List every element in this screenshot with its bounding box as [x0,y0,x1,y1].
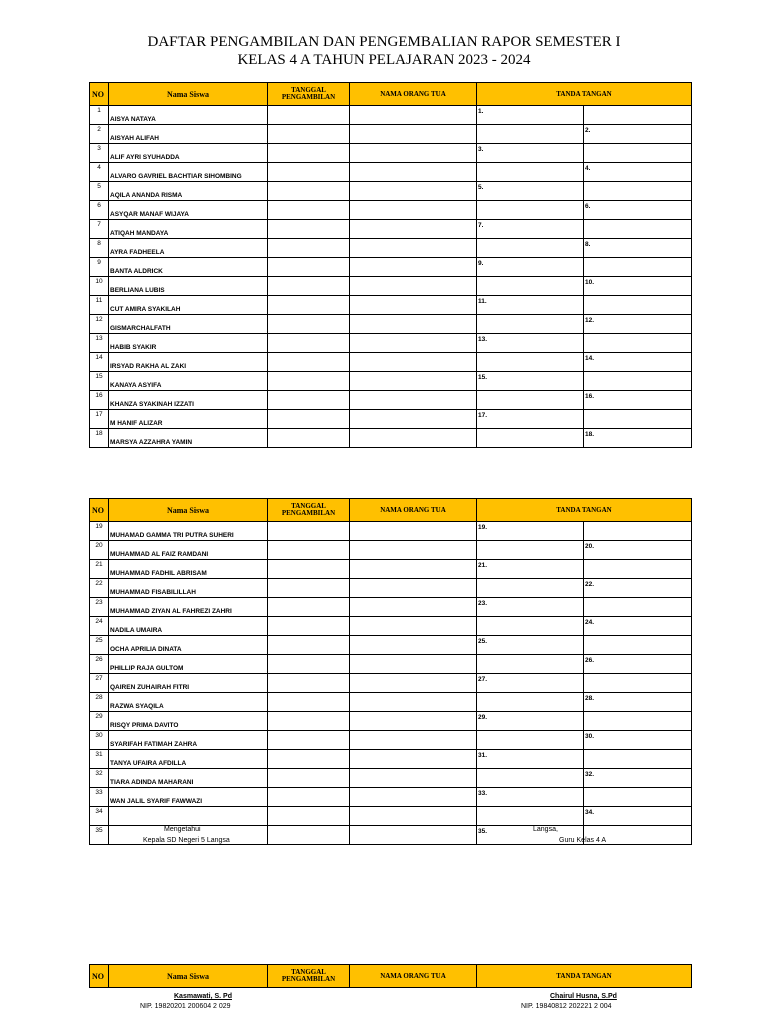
row-number: 4 [90,163,109,182]
table-row [90,106,692,125]
student-name: CUT AMIRA SYAKILAH [109,296,268,315]
signature-right-cell [584,522,692,541]
row-number: 7 [90,220,109,239]
student-name: ASYQAR MANAF WIJAYA [109,201,268,220]
student-name: BANTA ALDRICK [109,258,268,277]
parent-name-cell [350,125,477,144]
signature-left-cell [477,429,584,448]
pickup-date-cell [268,769,350,788]
table-row [90,655,692,674]
signature-right-cell: 18. [584,429,692,448]
row-number: 25 [90,636,109,655]
signature-right-title: Guru Kelas 4 A [559,837,607,844]
header-tanggal-pengambilan: TANGGAL PENGAMBILAN [268,499,350,522]
row-number: 28 [90,693,109,712]
row-number: 10 [90,277,109,296]
parent-name-cell [350,106,477,125]
parent-name-cell [350,410,477,429]
table-row [90,410,692,429]
signature-right-cell: 16. [584,391,692,410]
roster-table-2 [89,498,692,845]
student-name: NADILA UMAIRA [109,617,268,636]
student-name: SYARIFAH FATIMAH ZAHRA [109,731,268,750]
signature-right-cell: 6. [584,201,692,220]
signature-left-cell [477,201,584,220]
signature-left-cell: 11. [477,296,584,315]
signature-left-cell [477,391,584,410]
signature-left-cell: 21. [477,560,584,579]
pickup-date-cell [268,125,350,144]
table-row [90,201,692,220]
row-number: 29 [90,712,109,731]
signature-left-cell [477,541,584,560]
table-row [90,598,692,617]
signature-right-cell: 26. [584,655,692,674]
signature-left-cell: 5. [477,182,584,201]
pickup-date-cell [268,579,350,598]
roster-table-1 [89,82,692,448]
signature-right-cell: 4. [584,163,692,182]
pickup-date-cell [268,788,350,807]
pickup-date-cell [268,826,350,845]
header-tanda-tangan: TANDA TANGAN [477,83,692,106]
signature-right-cell [584,334,692,353]
pickup-date-cell [268,429,350,448]
parent-name-cell [350,617,477,636]
teacher-nip: NIP. 19840812 202221 2 004 [521,1003,612,1010]
table-row [90,220,692,239]
signature-right-cell: 22. [584,579,692,598]
signature-left-cell: 15. [477,372,584,391]
row-number: 17 [90,410,109,429]
table-row [90,163,692,182]
pickup-date-cell [268,617,350,636]
student-name: AQILA ANANDA RISMA [109,182,268,201]
table-row [90,429,692,448]
row-number: 30 [90,731,109,750]
signature-left-title: Kepala SD Negeri 5 Langsa [143,837,230,844]
row-number: 22 [90,579,109,598]
parent-name-cell [350,182,477,201]
signature-left-cell [477,277,584,296]
signature-left-cell: 1. [477,106,584,125]
row-number: 33 [90,788,109,807]
student-name: MUHAMAD GAMMA TRI PUTRA SUHERI [109,522,268,541]
table-row [90,693,692,712]
signature-right-cell: 32. [584,769,692,788]
table-row [90,296,692,315]
roster-table-3 [89,964,692,988]
pickup-date-cell [268,750,350,769]
signature-left-cell: 9. [477,258,584,277]
table-row [90,769,692,788]
signature-left-label: Mengetahui [164,826,201,833]
pickup-date-cell [268,277,350,296]
headmaster-nip: NIP. 19820201 200604 2 029 [140,1003,231,1010]
signature-right-cell: 14. [584,353,692,372]
row-number: 16 [90,391,109,410]
signature-left-cell: 35. [477,826,584,845]
signature-right-cell [584,220,692,239]
signature-right-cell: 30. [584,731,692,750]
signature-left-cell [477,315,584,334]
signature-right-cell [584,258,692,277]
student-name: MUHAMMAD AL FAIZ RAMDANI [109,541,268,560]
table-row [90,541,692,560]
parent-name-cell [350,579,477,598]
student-name: AISYA NATAYA [109,106,268,125]
pickup-date-cell [268,201,350,220]
signature-left-cell [477,125,584,144]
pickup-date-cell [268,541,350,560]
student-name: TIARA ADINDA MAHARANI [109,769,268,788]
header-tanda-tangan: TANDA TANGAN [477,499,692,522]
signature-left-cell: 23. [477,598,584,617]
signature-right-cell [584,674,692,693]
student-name: KANAYA ASYIFA [109,372,268,391]
table-row [90,125,692,144]
parent-name-cell [350,391,477,410]
signature-right-cell [584,598,692,617]
signature-left-cell: 17. [477,410,584,429]
pickup-date-cell [268,353,350,372]
row-number: 24 [90,617,109,636]
signature-right-cell: 12. [584,315,692,334]
row-number: 14 [90,353,109,372]
signature-left-cell: 19. [477,522,584,541]
header-nama-orang-tua: NAMA ORANG TUA [350,965,477,988]
pickup-date-cell [268,334,350,353]
student-name: MUHAMMAD FISABILILLAH [109,579,268,598]
pickup-date-cell [268,693,350,712]
pickup-date-cell [268,391,350,410]
pickup-date-cell [268,598,350,617]
row-number: 20 [90,541,109,560]
pickup-date-cell [268,522,350,541]
row-number: 15 [90,372,109,391]
parent-name-cell [350,277,477,296]
parent-name-cell [350,144,477,163]
parent-name-cell [350,372,477,391]
student-name: ATIQAH MANDAYA [109,220,268,239]
table-row [90,617,692,636]
parent-name-cell [350,636,477,655]
signature-left-cell [477,163,584,182]
student-name [109,807,268,826]
parent-name-cell [350,731,477,750]
table-row [90,712,692,731]
row-number: 1 [90,106,109,125]
parent-name-cell [350,560,477,579]
table-row [90,277,692,296]
table-row [90,636,692,655]
signature-right-cell [584,788,692,807]
signature-left-cell: 25. [477,636,584,655]
table-row [90,750,692,769]
parent-name-cell [350,826,477,845]
pickup-date-cell [268,163,350,182]
student-name: WAN JALIL SYARIF FAWWAZI [109,788,268,807]
header-nama-orang-tua: NAMA ORANG TUA [350,83,477,106]
signature-right-cell [584,410,692,429]
row-number: 2 [90,125,109,144]
student-name: ALVARO GAVRIEL BACHTIAR SIHOMBING [109,163,268,182]
signature-right-cell: 8. [584,239,692,258]
row-number: 35 [90,826,109,845]
table-row [90,372,692,391]
student-name: KHANZA SYAKINAH IZZATI [109,391,268,410]
signature-left-cell [477,693,584,712]
signature-right-cell [584,144,692,163]
row-number: 34 [90,807,109,826]
student-name: MARSYA AZZAHRA YAMIN [109,429,268,448]
parent-name-cell [350,750,477,769]
parent-name-cell [350,598,477,617]
header-nama-siswa: Nama Siswa [109,965,268,988]
signature-right-cell [584,106,692,125]
pickup-date-cell [268,731,350,750]
parent-name-cell [350,712,477,731]
row-number: 9 [90,258,109,277]
table-row [90,315,692,334]
student-name: M HANIF ALIZAR [109,410,268,429]
signature-left-cell [477,731,584,750]
pickup-date-cell [268,144,350,163]
signature-right-place: Langsa, [533,826,558,833]
student-name: AISYAH ALIFAH [109,125,268,144]
parent-name-cell [350,315,477,334]
table-row [90,353,692,372]
student-name: MUHAMMAD ZIYAN AL FAHREZI ZAHRI [109,598,268,617]
pickup-date-cell [268,655,350,674]
header-nama-orang-tua: NAMA ORANG TUA [350,499,477,522]
student-name: RISQY PRIMA DAVITO [109,712,268,731]
pickup-date-cell [268,712,350,731]
row-number: 32 [90,769,109,788]
headmaster-name: Kasmawati, S. Pd [174,993,232,1000]
student-name: MUHAMMAD FADHIL ABRISAM [109,560,268,579]
parent-name-cell [350,353,477,372]
signature-right-cell [584,182,692,201]
signature-left-cell: 33. [477,788,584,807]
parent-name-cell [350,201,477,220]
table-row [90,391,692,410]
student-name: GISMARCHALFATH [109,315,268,334]
parent-name-cell [350,296,477,315]
row-number: 19 [90,522,109,541]
parent-name-cell [350,788,477,807]
table-row [90,807,692,826]
parent-name-cell [350,655,477,674]
student-name: BERLIANA LUBIS [109,277,268,296]
document-title-line1: DAFTAR PENGAMBILAN DAN PENGEMBALIAN RAPOR SEMESTER I [147,34,621,50]
parent-name-cell [350,429,477,448]
row-number: 11 [90,296,109,315]
signature-left-cell [477,353,584,372]
table-row [90,522,692,541]
pickup-date-cell [268,807,350,826]
student-name: OCHA APRILIA DINATA [109,636,268,655]
student-name: HABIB SYAKIR [109,334,268,353]
pickup-date-cell [268,220,350,239]
signature-left-cell [477,655,584,674]
table-header-row [90,965,692,988]
pickup-date-cell [268,182,350,201]
pickup-date-cell [268,258,350,277]
row-number: 23 [90,598,109,617]
signature-left-cell [477,807,584,826]
row-number: 21 [90,560,109,579]
signature-left-cell [477,769,584,788]
pickup-date-cell [268,410,350,429]
student-name: TANYA UFAIRA AFDILLA [109,750,268,769]
header-nama-siswa: Nama Siswa [109,83,268,106]
pickup-date-cell [268,560,350,579]
row-number: 13 [90,334,109,353]
signature-left-cell: 3. [477,144,584,163]
signature-right-cell: 10. [584,277,692,296]
parent-name-cell [350,522,477,541]
signature-left-cell [477,617,584,636]
row-number: 8 [90,239,109,258]
signature-left-cell: 31. [477,750,584,769]
signature-right-cell [584,560,692,579]
header-tanggal-pengambilan: TANGGAL PENGAMBILAN [268,965,350,988]
signature-right-cell [584,636,692,655]
student-name: RAZWA SYAQILA [109,693,268,712]
parent-name-cell [350,769,477,788]
student-name: AYRA FADHEELA [109,239,268,258]
table-row [90,731,692,750]
signature-left-cell: 7. [477,220,584,239]
header-no: NO [90,83,109,106]
table-row [90,182,692,201]
signature-right-cell: 24. [584,617,692,636]
signature-right-cell: 34. [584,807,692,826]
teacher-name: Chairul Husna, S.Pd [550,993,617,1000]
parent-name-cell [350,693,477,712]
student-name: IRSYAD RAKHA AL ZAKI [109,353,268,372]
signature-right-cell: 28. [584,693,692,712]
student-name: ALIF AYRI SYUHADDA [109,144,268,163]
parent-name-cell [350,239,477,258]
student-name: QAIREN ZUHAIRAH FITRI [109,674,268,693]
signature-left-cell [477,579,584,598]
parent-name-cell [350,258,477,277]
row-number: 27 [90,674,109,693]
table-header-row [90,499,692,522]
signature-right-cell: 2. [584,125,692,144]
header-no: NO [90,965,109,988]
signature-right-cell [584,296,692,315]
table-row [90,334,692,353]
signature-left-cell [477,239,584,258]
parent-name-cell [350,163,477,182]
row-number: 6 [90,201,109,220]
header-no: NO [90,499,109,522]
student-name: PHILLIP RAJA GULTOM [109,655,268,674]
table-row [90,258,692,277]
row-number: 31 [90,750,109,769]
row-number: 5 [90,182,109,201]
pickup-date-cell [268,106,350,125]
table-row [90,788,692,807]
row-number: 18 [90,429,109,448]
table-row [90,579,692,598]
pickup-date-cell [268,296,350,315]
pickup-date-cell [268,315,350,334]
parent-name-cell [350,674,477,693]
pickup-date-cell [268,239,350,258]
parent-name-cell [350,220,477,239]
table-row [90,239,692,258]
table-row [90,144,692,163]
signature-right-cell [584,712,692,731]
document-title-line2: KELAS 4 A TAHUN PELAJARAN 2023 - 2024 [237,52,531,68]
header-tanda-tangan: TANDA TANGAN [477,965,692,988]
row-number: 3 [90,144,109,163]
table-header-row [90,83,692,106]
signature-right-cell [584,750,692,769]
parent-name-cell [350,541,477,560]
parent-name-cell [350,334,477,353]
pickup-date-cell [268,372,350,391]
pickup-date-cell [268,674,350,693]
row-number: 26 [90,655,109,674]
signature-left-cell: 27. [477,674,584,693]
signature-left-cell: 13. [477,334,584,353]
signature-left-cell: 29. [477,712,584,731]
row-number: 12 [90,315,109,334]
signature-right-cell [584,372,692,391]
pickup-date-cell [268,636,350,655]
table-row [90,560,692,579]
table-row [90,674,692,693]
header-nama-siswa: Nama Siswa [109,499,268,522]
parent-name-cell [350,807,477,826]
signature-right-cell: 20. [584,541,692,560]
header-tanggal-pengambilan: TANGGAL PENGAMBILAN [268,83,350,106]
